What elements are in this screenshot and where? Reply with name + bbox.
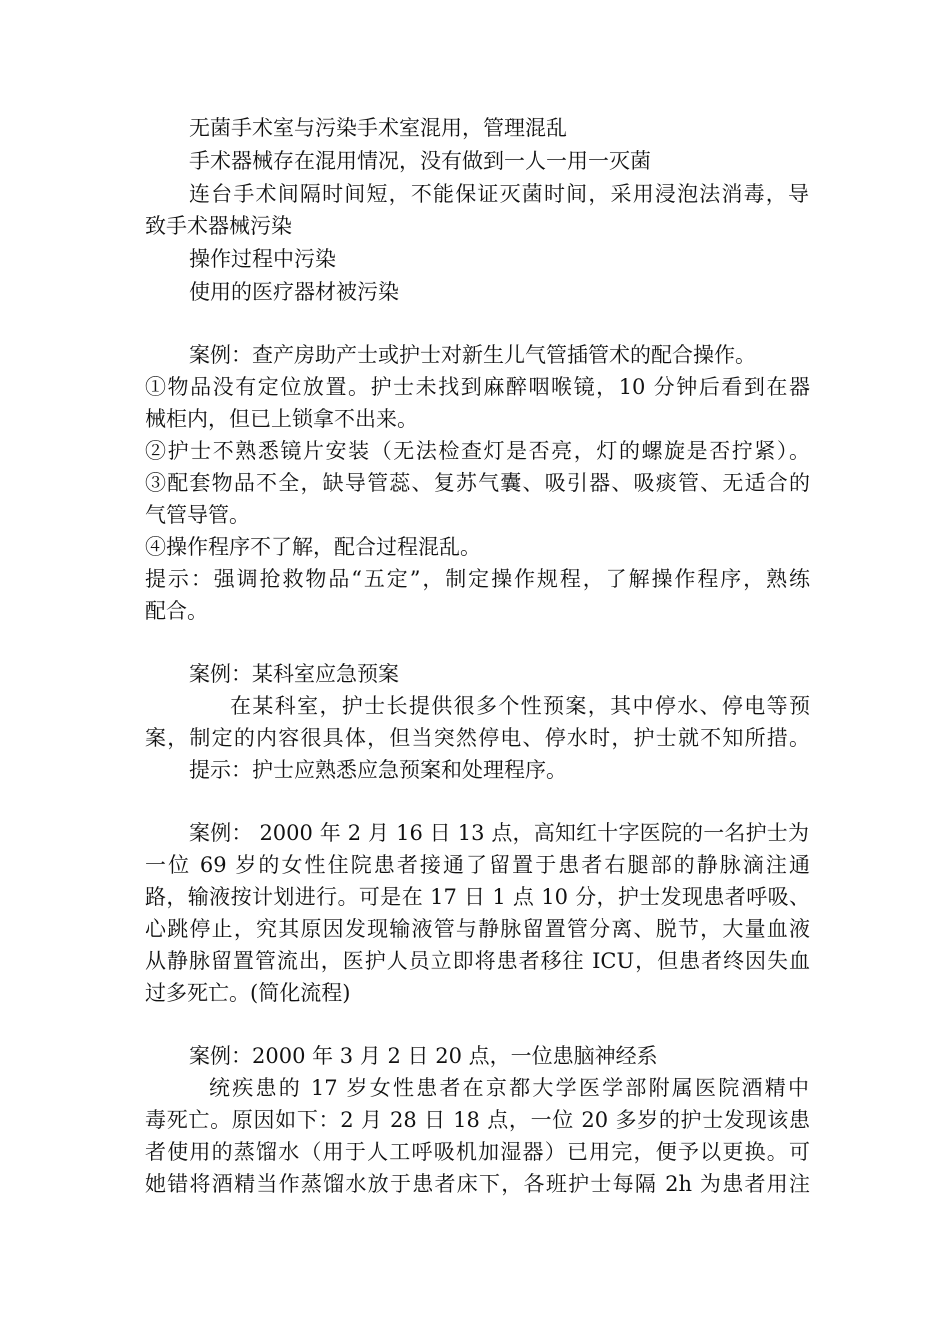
paragraph-line: 案例： 2000 年 2 月 16 日 13 点，高知红十字医院的一名护士为 <box>189 821 809 845</box>
paragraph-line: 手术器械存在混用情况，没有做到一人一用一灭菌 <box>189 149 651 173</box>
paragraph-line: 提示：护士应熟悉应急预案和处理程序。 <box>189 758 567 782</box>
paragraph-line: ②护士不熟悉镜片安装（无法检查灯是否亮，灯的螺旋是否拧紧）。 <box>145 439 810 463</box>
paragraph-line: 气管导管。 <box>145 503 250 527</box>
paragraph-line: 从静脉留置管流出，医护人员立即将患者移往 ICU，但患者终因失血 <box>145 949 810 973</box>
paragraph-line: 致手术器械污染 <box>145 214 292 238</box>
paragraph-line: ①物品没有定位放置。护士未找到麻醉咽喉镜，10 分钟后看到在器 <box>145 375 810 399</box>
paragraph-line: 提示：强调抢救物品“五定”，制定操作规程，了解操作程序，熟练 <box>145 567 810 591</box>
paragraph-line: 在某科室，护士长提供很多个性预案，其中停水、停电等预 <box>230 694 810 718</box>
case-title: 案例：查产房助产士或护士对新生儿气管插管术的配合操作。 <box>189 343 756 367</box>
paragraph-line: ③配套物品不全，缺导管蕊、复苏气囊、吸引器、吸痰管、无适合的 <box>145 471 810 495</box>
paragraph-line: 连台手术间隔时间短，不能保证灭菌时间，采用浸泡法消毒，导 <box>189 182 809 206</box>
paragraph-line: 毒死亡。原因如下：2 月 28 日 18 点，一位 20 多岁的护士发现该患 <box>145 1108 810 1132</box>
paragraph-line: 操作过程中污染 <box>189 247 336 271</box>
paragraph-line: 者使用的蒸馏水（用于人工呼吸机加湿器）已用完，便予以更换。可 <box>145 1140 810 1164</box>
paragraph-line: ④操作程序不了解，配合过程混乱。 <box>145 535 481 559</box>
paragraph-line: 她错将酒精当作蒸馏水放于患者床下，各班护士每隔 2h 为患者用注 <box>145 1172 810 1196</box>
case-title: 案例：2000 年 3 月 2 日 20 点，一位患脑神经系 <box>189 1044 658 1068</box>
paragraph-line: 案，制定的内容很具体，但当突然停电、停水时，护士就不知所措。 <box>145 726 810 750</box>
paragraph-line: 使用的医疗器材被污染 <box>189 280 399 304</box>
case-title: 案例：某科室应急预案 <box>189 662 399 686</box>
paragraph-line: 无菌手术室与污染手术室混用，管理混乱 <box>189 116 567 140</box>
paragraph-line: 统疾患的 17 岁女性患者在京都大学医学部附属医院酒精中 <box>209 1076 809 1100</box>
paragraph-line: 配合。 <box>145 599 208 623</box>
paragraph-line: 过多死亡。(简化流程) <box>145 981 351 1005</box>
paragraph-line: 一位 69 岁的女性住院患者接通了留置于患者右腿部的静脉滴注通 <box>145 853 810 877</box>
paragraph-line: 心跳停止，究其原因发现输液管与静脉留置管分离、脱节，大量血液 <box>145 917 810 941</box>
paragraph-line: 械柜内，但已上锁拿不出来。 <box>145 407 418 431</box>
paragraph-line: 路，输液按计划进行。可是在 17 日 1 点 10 分，护士发现患者呼吸、 <box>145 885 810 909</box>
